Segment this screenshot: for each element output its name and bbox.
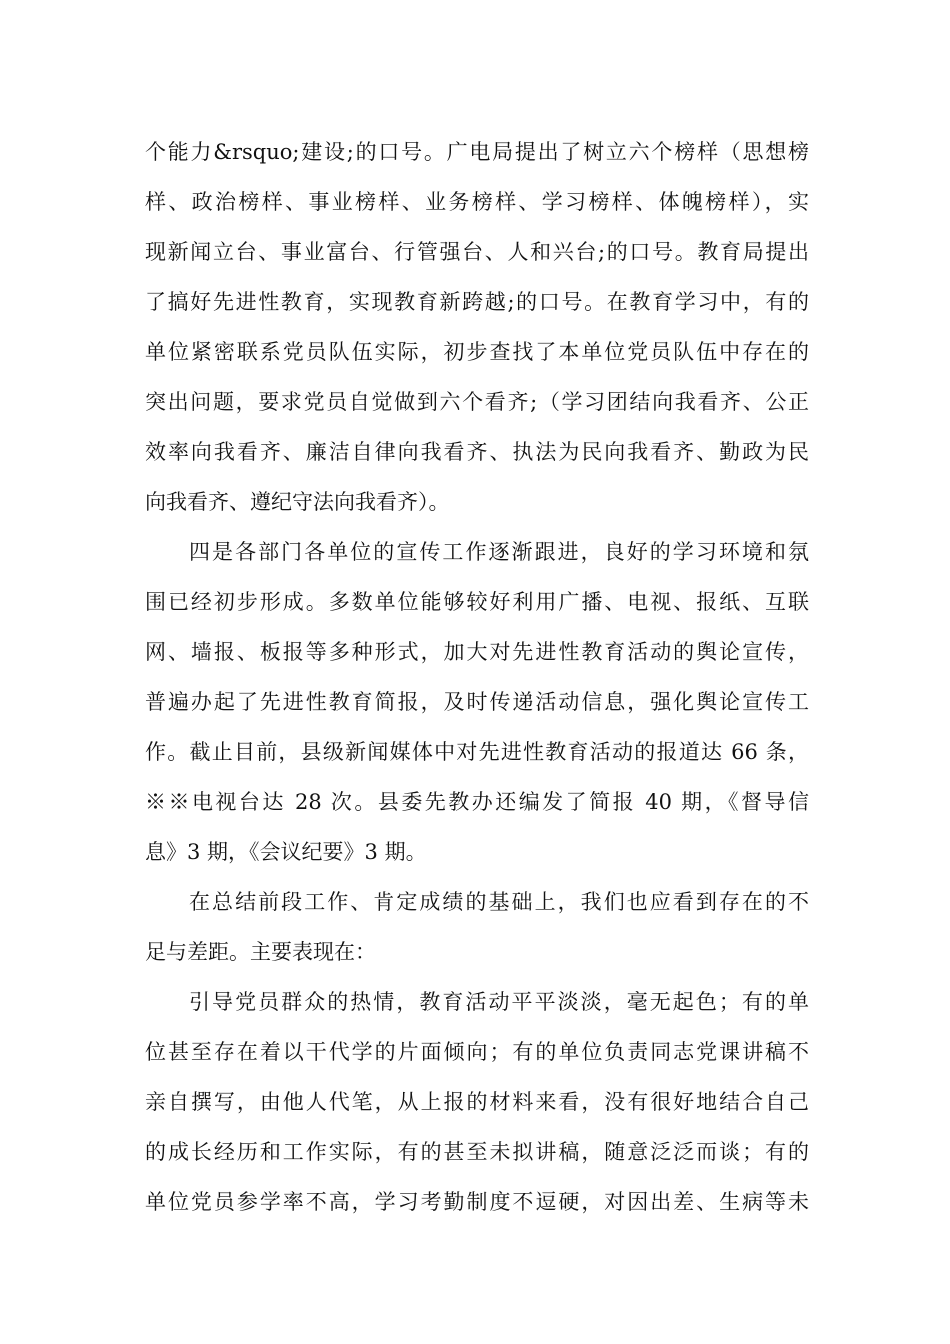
text-line: 效率向我看齐、廉洁自律向我看齐、执法为民向我看齐、勤政为民: [145, 440, 809, 464]
text-line: 亲自撰写，由他人代笔，从上报的材料来看，没有很好地结合自己: [145, 1090, 809, 1114]
text-line: 息》3 期，《会议纪要》3 期。: [145, 840, 427, 864]
text-line: 向我看齐、遵纪守法向我看齐）。: [145, 490, 450, 514]
text-line: 的成长经历和工作实际，有的甚至未拟讲稿，随意泛泛而谈；有的: [145, 1140, 809, 1164]
text-line: 围已经初步形成。多数单位能够较好利用广播、电视、报纸、互联: [145, 590, 809, 614]
paragraph-start-line: 在总结前段工作、肯定成绩的基础上，我们也应看到存在的不: [189, 890, 809, 914]
paragraph-start-line: 引导党员群众的热情，教育活动平平淡淡，毫无起色；有的单: [189, 990, 809, 1014]
text-line: 样、政治榜样、事业榜样、业务榜样、学习榜样、体魄榜样），实: [145, 190, 809, 214]
paragraph-start-line: 四是各部门各单位的宣传工作逐渐跟进，良好的学习环境和氛: [189, 540, 809, 564]
body-text: [145, 134, 809, 1234]
text-line: 现新闻立台、事业富台、行管强台、人和兴台;的口号。教育局提出: [145, 240, 809, 264]
text-line: ※※电视台达 28 次。县委先教办还编发了简报 40 期，《督导信: [145, 790, 809, 814]
text-line: 作。截止目前，县级新闻媒体中对先进性教育活动的报道达 66 条，: [145, 740, 809, 764]
text-line: 了搞好先进性教育，实现教育新跨越;的口号。在教育学习中，有的: [145, 290, 809, 314]
text-line: 网、墙报、板报等多种形式，加大对先进性教育活动的舆论宣传，: [145, 640, 809, 664]
text-line: 足与差距。主要表现在：: [145, 940, 376, 964]
text-line: 个能力&rsquo;建设;的口号。广电局提出了树立六个榜样（思想榜: [145, 140, 809, 164]
text-line: 位甚至存在着以干代学的片面倾向；有的单位负责同志党课讲稿不: [145, 1040, 809, 1064]
text-line: 普遍办起了先进性教育简报，及时传递活动信息，强化舆论宣传工: [145, 690, 809, 714]
text-line: 单位党员参学率不高，学习考勤制度不逗硬，对因出差、生病等未: [145, 1190, 809, 1214]
text-line: 单位紧密联系党员队伍实际，初步查找了本单位党员队伍中存在的: [145, 340, 809, 364]
text-line: 突出问题，要求党员自觉做到六个看齐;（学习团结向我看齐、公正: [145, 390, 809, 414]
